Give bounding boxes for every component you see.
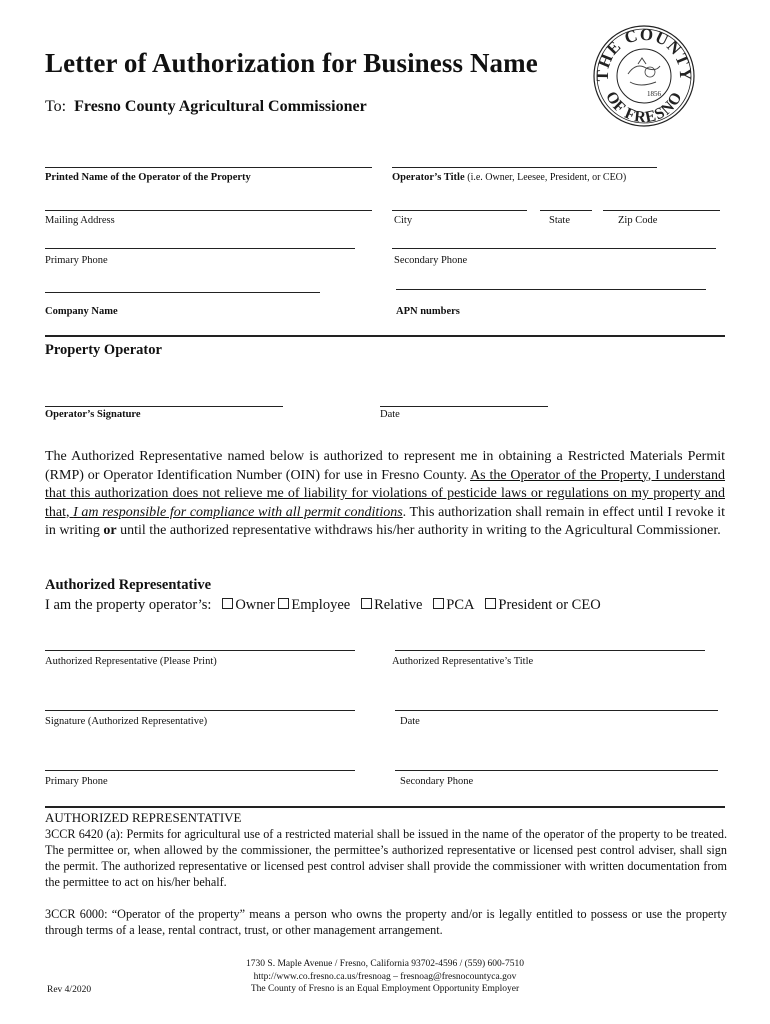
page-title: Letter of Authorization for Business Name	[45, 48, 538, 78]
svg-text:OF FRESNO	[602, 89, 686, 127]
authorization-paragraph	[45, 448, 725, 541]
option-owner-label: Owner	[235, 597, 275, 613]
regulations-divider	[45, 806, 725, 808]
operator-title-line[interactable]	[392, 167, 657, 168]
rep-date-label: Date	[400, 716, 420, 727]
rep-date-line[interactable]	[395, 710, 718, 711]
rep-name-line[interactable]	[45, 650, 355, 651]
option-employee-label: Employee	[291, 597, 351, 613]
option-employee[interactable]	[278, 597, 350, 613]
section-divider	[45, 335, 725, 337]
apn-label: APN numbers	[396, 306, 460, 317]
option-relative[interactable]	[361, 597, 422, 613]
operator-signature-label: Operator’s Signature	[45, 409, 141, 420]
primary-phone-line[interactable]	[45, 248, 355, 249]
operator-signature-line[interactable]	[45, 406, 283, 407]
rep-primary-phone-label: Primary Phone	[45, 776, 108, 787]
relationship-options	[45, 597, 601, 614]
rep-signature-label: Signature (Authorized Representative)	[45, 716, 208, 727]
printed-name-label: Printed Name of the Operator of the Property	[45, 172, 251, 183]
owner-checkbox[interactable]	[222, 598, 233, 609]
printed-name-line[interactable]	[45, 167, 372, 168]
footer-eeo: The County of Fresno is an Equal Employment Opportunity Employer	[250, 984, 520, 994]
operator-date-label: Date	[380, 409, 400, 420]
recipient-name: Fresno County Agricultural Commissioner	[74, 98, 367, 115]
operator-title-text: Operator’s Title	[392, 172, 465, 183]
option-pca[interactable]	[433, 597, 474, 613]
secondary-phone-line[interactable]	[392, 248, 716, 249]
footer-address: 1730 S. Maple Avenue / Fresno, California 93702-4596 / (559) 600-7510	[246, 959, 524, 969]
company-name-line[interactable]	[45, 292, 320, 293]
regulation-6420: 3CCR 6420 (a): Permits for agricultural use of a restricted material shall be issued in the name of the operator of the property to be treated. The permittee or, when allowed by the commissioner, the permittee’s authorized representative or licensed pest control adviser, shall sign the permit. The authorized representative or licensed pest control adviser shall provide the commissioner with written documentation from the permittee to act on his/her behalf.	[45, 827, 727, 889]
rep-primary-phone-line[interactable]	[45, 770, 355, 771]
option-president-label: President or CEO	[498, 597, 601, 613]
pca-checkbox[interactable]	[433, 598, 444, 609]
property-operator-heading: Property Operator	[45, 342, 162, 358]
apn-line[interactable]	[396, 289, 706, 290]
operator-title-label	[392, 172, 626, 183]
rep-signature-line[interactable]	[45, 710, 355, 711]
option-president[interactable]	[485, 597, 600, 613]
option-pca-label: PCA	[446, 597, 475, 613]
option-owner[interactable]	[222, 597, 274, 613]
seal-year: 1856	[647, 90, 661, 98]
secondary-phone-label: Secondary Phone	[394, 255, 468, 266]
relative-checkbox[interactable]	[361, 598, 372, 609]
mailing-address-line[interactable]	[45, 210, 372, 211]
authorized-rep-heading: Authorized Representative	[45, 577, 212, 593]
authorization-compliance: I am responsible for compliance with all permit conditions	[73, 504, 403, 520]
authorization-part3: until the authorized representative withdraws his/her authority in writing to the Agricultural Commissioner.	[116, 523, 721, 538]
seal-bottom-text: OF FRESNO	[602, 88, 686, 127]
authorization-underlined-text: As the Operator of the Property, I understand that this authorization does not relieve me of liability for violations of pesticide laws or regulations on my property and that,	[45, 467, 726, 520]
authorization-part1: The Authorized Representative named below is authorized to represent me in obtaining a Restricted Materials Permit (RMP) or Operator Identification Number (OIN) for use in Fresno County.	[45, 449, 725, 483]
revision-date: Rev 4/2020	[47, 985, 92, 995]
mailing-address-label: Mailing Address	[45, 215, 115, 226]
authorization-part2: . This authorization shall remain in effect until I revoke it in writing	[45, 504, 726, 538]
recipient-line	[45, 98, 367, 116]
operator-title-hint: (i.e. Owner, Leesee, President, or CEO)	[467, 172, 627, 183]
rep-title-label: Authorized Representative’s Title	[392, 656, 534, 667]
city-line[interactable]	[392, 210, 527, 211]
to-prefix: To:	[45, 98, 67, 115]
relationship-prompt: I am the property operator’s:	[45, 597, 212, 613]
rep-name-label: Authorized Representative (Please Print)	[45, 656, 217, 667]
state-label: State	[549, 215, 570, 226]
state-line[interactable]	[540, 210, 592, 211]
rep-secondary-phone-line[interactable]	[395, 770, 718, 771]
svg-text:THE COUNTY	[593, 25, 695, 82]
authorization-or: or	[103, 523, 117, 538]
rep-title-line[interactable]	[395, 650, 705, 651]
footer-web: http://www.co.fresno.ca.us/fresnoag – fresnoag@fresnocountyca.gov	[253, 971, 517, 982]
operator-date-line[interactable]	[380, 406, 548, 407]
zip-label: Zip Code	[618, 215, 658, 226]
president-checkbox[interactable]	[485, 598, 496, 609]
county-seal-logo	[592, 24, 696, 128]
city-label: City	[394, 215, 413, 226]
employee-checkbox[interactable]	[278, 598, 289, 609]
primary-phone-label: Primary Phone	[45, 255, 108, 266]
option-relative-label: Relative	[374, 597, 423, 613]
company-name-label: Company Name	[45, 306, 118, 317]
rep-secondary-phone-label: Secondary Phone	[400, 776, 474, 787]
regulations-heading: AUTHORIZED REPRESENTATIVE	[45, 810, 242, 825]
zip-line[interactable]	[603, 210, 720, 211]
footer	[180, 958, 590, 996]
regulation-6000: 3CCR 6000: “Operator of the property” means a person who owns the property and/or is legally entitled to possess or use the property through terms of a lease, rental contract, trust, or other management arrangement.	[45, 907, 727, 937]
seal-top-text: THE COUNTY	[592, 24, 696, 82]
